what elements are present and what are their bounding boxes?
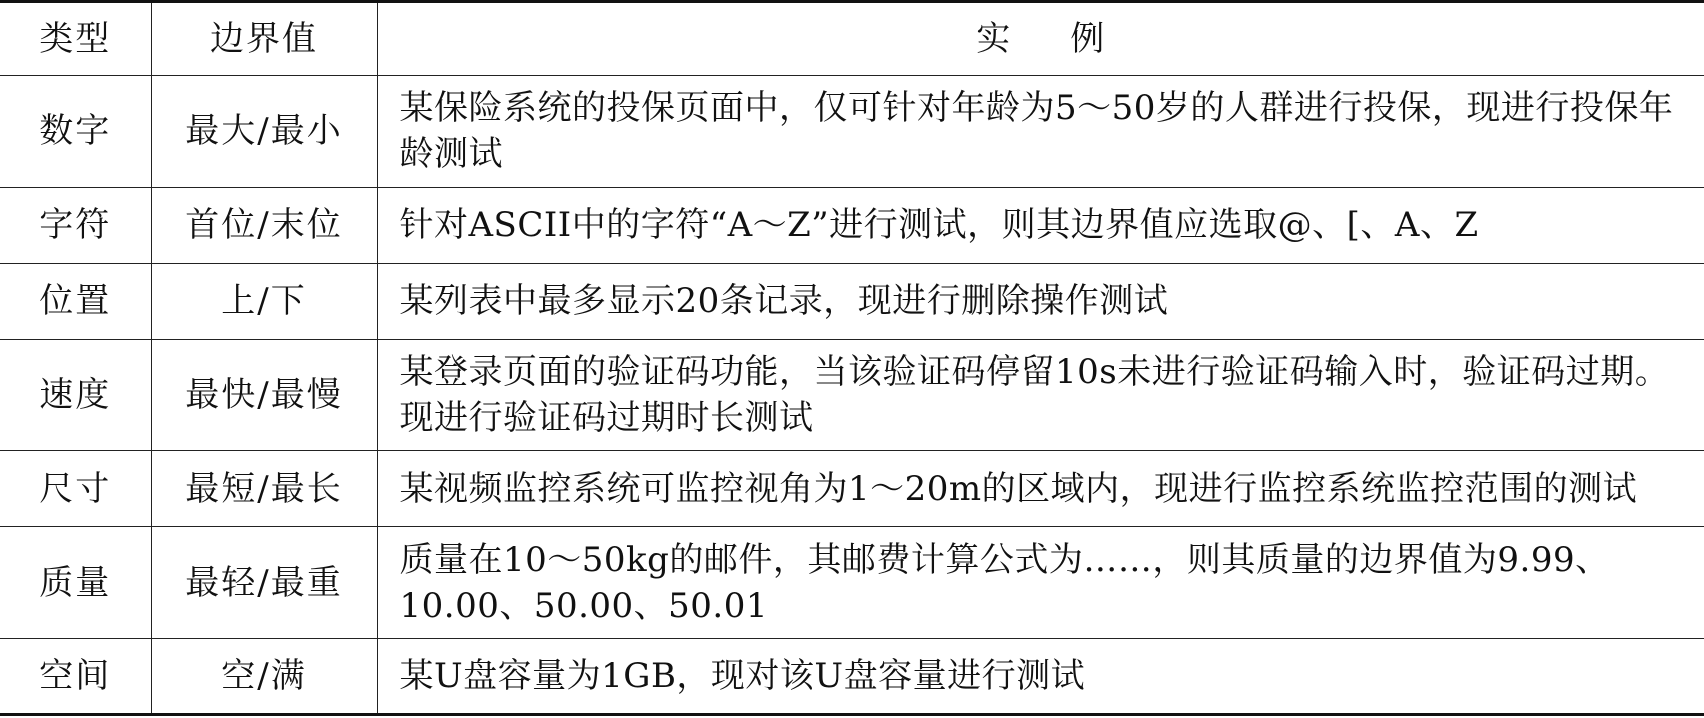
row-type: 字符 xyxy=(0,187,151,263)
row-boundary: 空/满 xyxy=(151,638,377,714)
row-type: 尺寸 xyxy=(0,451,151,527)
row-example: 某U盘容量为1GB，现对该U盘容量进行测试 xyxy=(377,638,1704,714)
table-row xyxy=(0,76,1704,188)
header-boundary: 边界值 xyxy=(151,2,377,76)
row-type: 位置 xyxy=(0,263,151,339)
table-row xyxy=(0,187,1704,263)
row-boundary: 最快/最慢 xyxy=(151,339,377,451)
header-type: 类型 xyxy=(0,2,151,76)
table-body xyxy=(0,76,1704,715)
row-boundary: 最轻/最重 xyxy=(151,527,377,639)
row-type: 数字 xyxy=(0,76,151,188)
row-boundary: 最短/最长 xyxy=(151,451,377,527)
row-example: 某列表中最多显示20条记录，现进行删除操作测试 xyxy=(377,263,1704,339)
row-example: 质量在10～50kg的邮件，其邮费计算公式为……，则其质量的边界值为9.99、10.00、50.00、50.01 xyxy=(377,527,1704,639)
row-boundary: 上/下 xyxy=(151,263,377,339)
row-example: 某视频监控系统可监控视角为1～20m的区域内，现进行监控系统监控范围的测试 xyxy=(377,451,1704,527)
header-example: 实例 xyxy=(377,2,1704,76)
table-row xyxy=(0,263,1704,339)
row-type: 速度 xyxy=(0,339,151,451)
row-type: 质量 xyxy=(0,527,151,639)
header-row xyxy=(0,2,1704,76)
row-boundary: 首位/末位 xyxy=(151,187,377,263)
row-boundary: 最大/最小 xyxy=(151,76,377,188)
row-example: 某保险系统的投保页面中，仅可针对年龄为5～50岁的人群进行投保，现进行投保年龄测试 xyxy=(377,76,1704,188)
table-row xyxy=(0,339,1704,451)
row-example: 某登录页面的验证码功能，当该验证码停留10s未进行验证码输入时，验证码过期。现进行验证码过期时长测试 xyxy=(377,339,1704,451)
table-header xyxy=(0,2,1704,76)
table-row xyxy=(0,451,1704,527)
row-example: 针对ASCII中的字符“A～Z”进行测试，则其边界值应选取@、[、A、Z xyxy=(377,187,1704,263)
table-row xyxy=(0,527,1704,639)
row-type: 空间 xyxy=(39,655,112,696)
table-row xyxy=(0,638,1704,714)
